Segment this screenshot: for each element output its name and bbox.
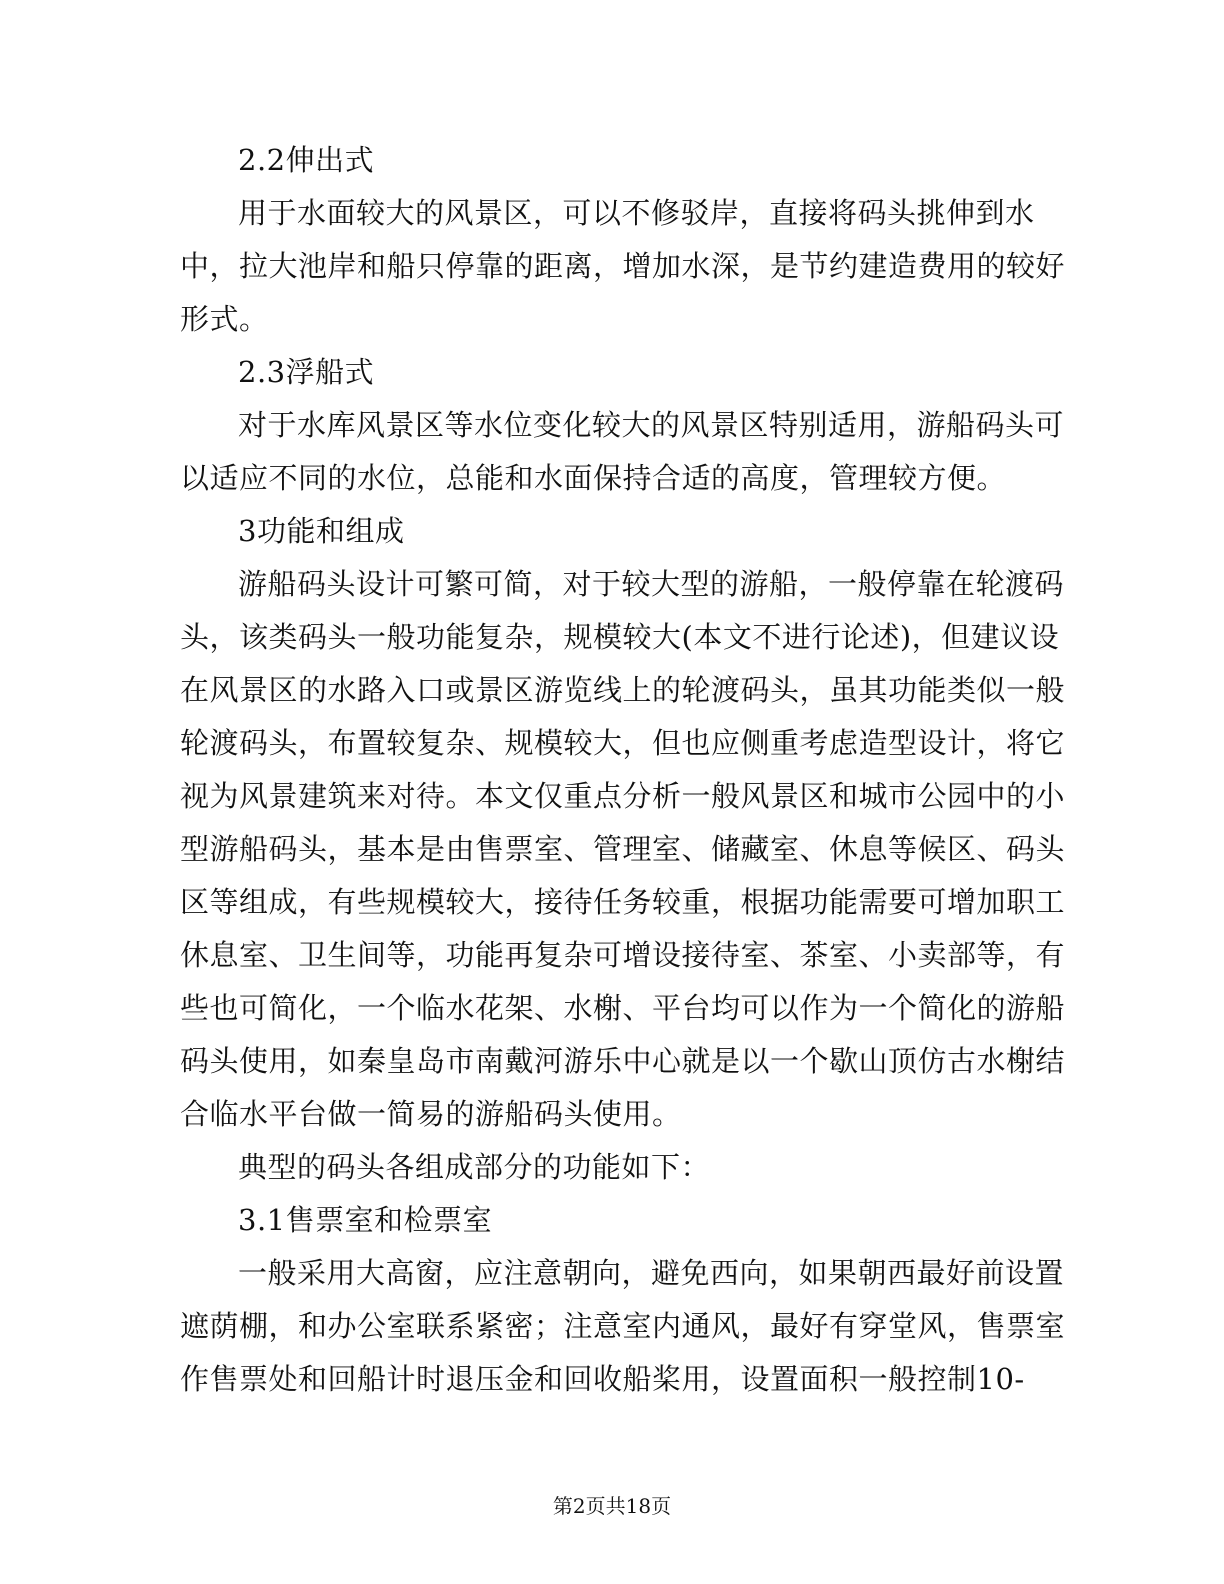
section-heading: 3.1售票室和检票室 [238,1203,493,1237]
paragraph-line: 游船码头设计可繁可简，对于较大型的游船，一般停靠在轮渡码 [238,567,1065,601]
paragraph-line: 型游船码头，基本是由售票室、管理室、储藏室、休息等候区、码头 [180,832,1066,866]
paragraph-line: 轮渡码头，布置较复杂、规模较大，但也应侧重考虑造型设计，将它 [180,726,1066,760]
paragraph-line: 合临水平台做一简易的游船码头使用。 [180,1097,682,1131]
paragraph-line: 中，拉大池岸和船只停靠的距离，增加水深，是节约建造费用的较好 [180,249,1066,283]
page-number: 第2页共18页 [552,1494,672,1518]
paragraph-line: 典型的码头各组成部分的功能如下： [238,1150,711,1184]
paragraph-line: 头，该类码头一般功能复杂，规模较大(本文不进行论述)，但建议设 [180,620,1060,654]
paragraph-line: 在风景区的水路入口或景区游览线上的轮渡码头，虽其功能类似一般 [180,673,1066,707]
paragraph-line: 视为风景建筑来对待。本文仅重点分析一般风景区和城市公园中的小 [180,779,1066,813]
section-heading: 3功能和组成 [238,514,405,548]
paragraph-line: 用于水面较大的风景区，可以不修驳岸，直接将码头挑伸到水 [238,196,1035,230]
paragraph-line: 作售票处和回船计时退压金和回收船桨用，设置面积一般控制10- [180,1362,1025,1396]
section-heading: 2.3浮船式 [238,355,375,389]
paragraph-line: 对于水库风景区等水位变化较大的风景区特别适用，游船码头可 [238,408,1065,442]
paragraph-line: 遮荫棚，和办公室联系紧密；注意室内通风，最好有穿堂风，售票室 [180,1309,1066,1343]
section-heading: 2.2伸出式 [238,143,375,177]
paragraph-line: 形式。 [180,302,269,336]
paragraph-line: 区等组成，有些规模较大，接待任务较重，根据功能需要可增加职工 [180,885,1066,919]
paragraph-line: 些也可简化，一个临水花架、水榭、平台均可以作为一个简化的游船 [180,991,1066,1025]
paragraph-line: 以适应不同的水位，总能和水面保持合适的高度，管理较方便。 [180,461,1007,495]
paragraph-line: 码头使用，如秦皇岛市南戴河游乐中心就是以一个歇山顶仿古水榭结 [180,1044,1066,1078]
paragraph-line: 休息室、卫生间等，功能再复杂可增设接待室、茶室、小卖部等，有 [180,938,1066,972]
paragraph-line: 一般采用大高窗，应注意朝向，避免西向，如果朝西最好前设置 [238,1256,1065,1290]
